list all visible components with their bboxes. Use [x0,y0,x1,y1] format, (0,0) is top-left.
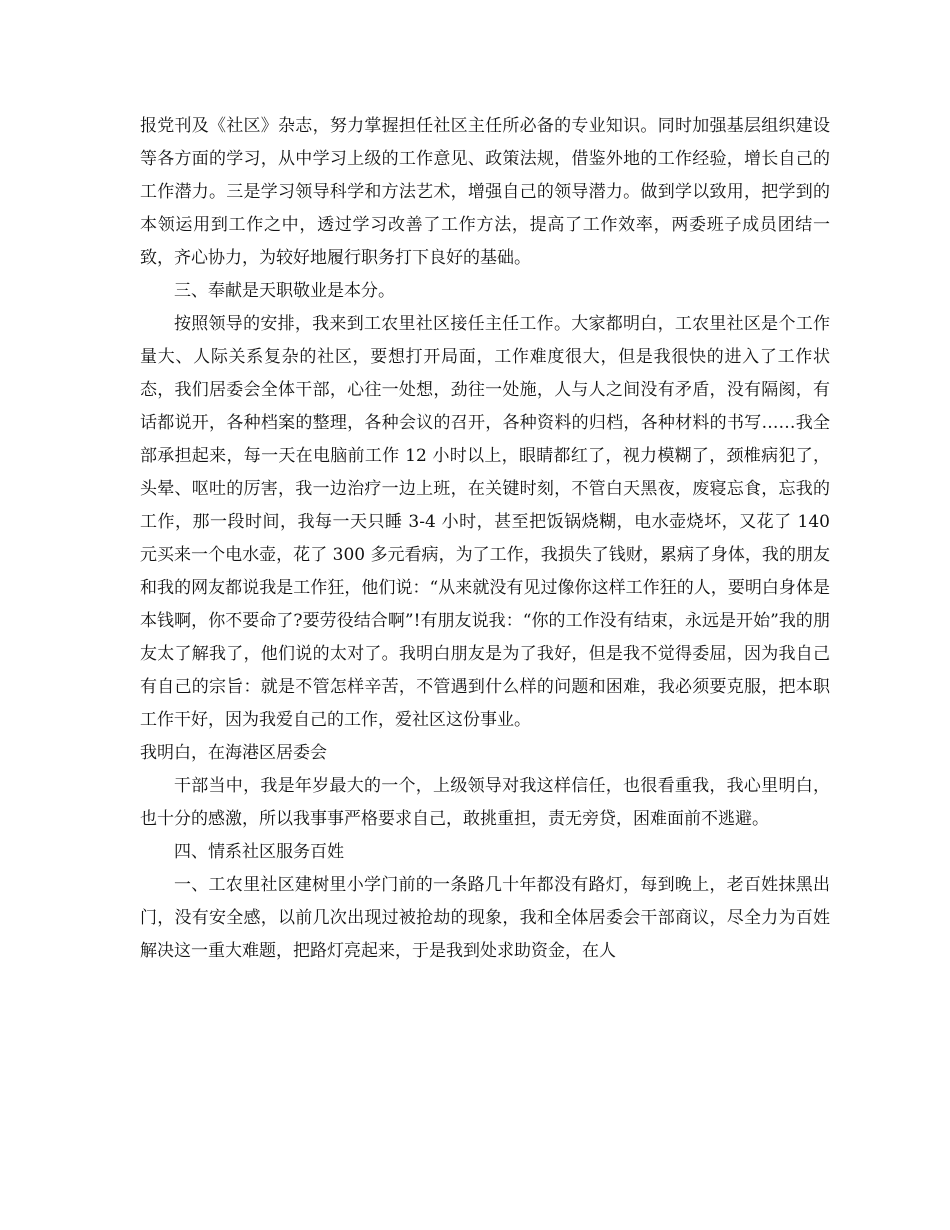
paragraph-4: 干部当中，我是年岁最大的一个，上级领导对我这样信任，也很看重我，我心里明白，也十分的感激，所以我事事严格要求自己，敢挑重担，责无旁贷，困难面前不逃避。 [140,776,830,829]
paragraph-5: 一、工农里社区建树里小学门前的一条路几十年都没有路灯，每到晚上，老百姓抹黑出门，没有安全感，以前几次出现过被抢劫的现象，我和全体居委会干部商议，尽全力为百姓解决这一重大难题，把路灯亮起来，于是我到处求助资金，在人 [140,875,830,961]
section-heading-4: 四、情系社区服务百姓 [174,842,344,862]
paragraph-2: 按照领导的安排，我来到工农里社区接任主任工作。大家都明白，工农里社区是个工作量大、人际关系复杂的社区，要想打开局面，工作难度很大，但是我很快的进入了工作状态，我们居委会全体干部，心往一处想，劲往一处施，人与人之间没有矛盾，没有隔阂，有话都说开，各种档案的整理，各种会议的召开，各种资料的归档，各种材料的书写……我全部承担起来，每一天在电脑前工作 12 小时以上，眼睛都红了，视力模糊了，颈椎病犯了，头晕、呕吐的厉害，我一边治疗一边上班，在关键时刻，不管白天黑夜，废寝忘食，忘我的工作，那一段时间，我每一天只睡 3-4 小时，甚至把饭锅烧糊，电水壶烧坏，又花了 140 元买来一个电水壶，花了 300 多元看病，为了工作，我损失了钱财，累病了身体，我的朋友和我的网友都说我是工作狂，他们说：“从来就没有见过像你这样工作狂的人，要明白身体是本钱啊，你不要命了?要劳役结合啊”!有朋友说我：“你的工作没有结束，永远是开始”我的朋友太了解我了，他们说的太对了。我明白朋友是为了我好，但是我不觉得委屈，因为我自己有自己的宗旨：就是不管怎样辛苦，不管遇到什么样的问题和困难，我必须要克服，把本职工作干好，因为我爱自己的工作，爱社区这份事业。 [140,314,830,730]
paragraph-1: 报党刊及《社区》杂志，努力掌握担任社区主任所必备的专业知识。同时加强基层组织建设等各方面的学习，从中学习上级的工作意见、政策法规，借鉴外地的工作经验，增长自己的工作潜力。三是学习领导科学和方法艺术，增强自己的领导潜力。做到学以致用，把学到的本领运用到工作之中，透过学习改善了工作方法，提高了工作效率，两委班子成员团结一致，齐心协力，为较好地履行职务打下良好的基础。 [140,116,830,268]
document-body [140,110,830,968]
section-heading-3: 三、奉献是天职敬业是本分。 [174,281,395,301]
paragraph-3: 我明白，在海港区居委会 [140,743,327,763]
